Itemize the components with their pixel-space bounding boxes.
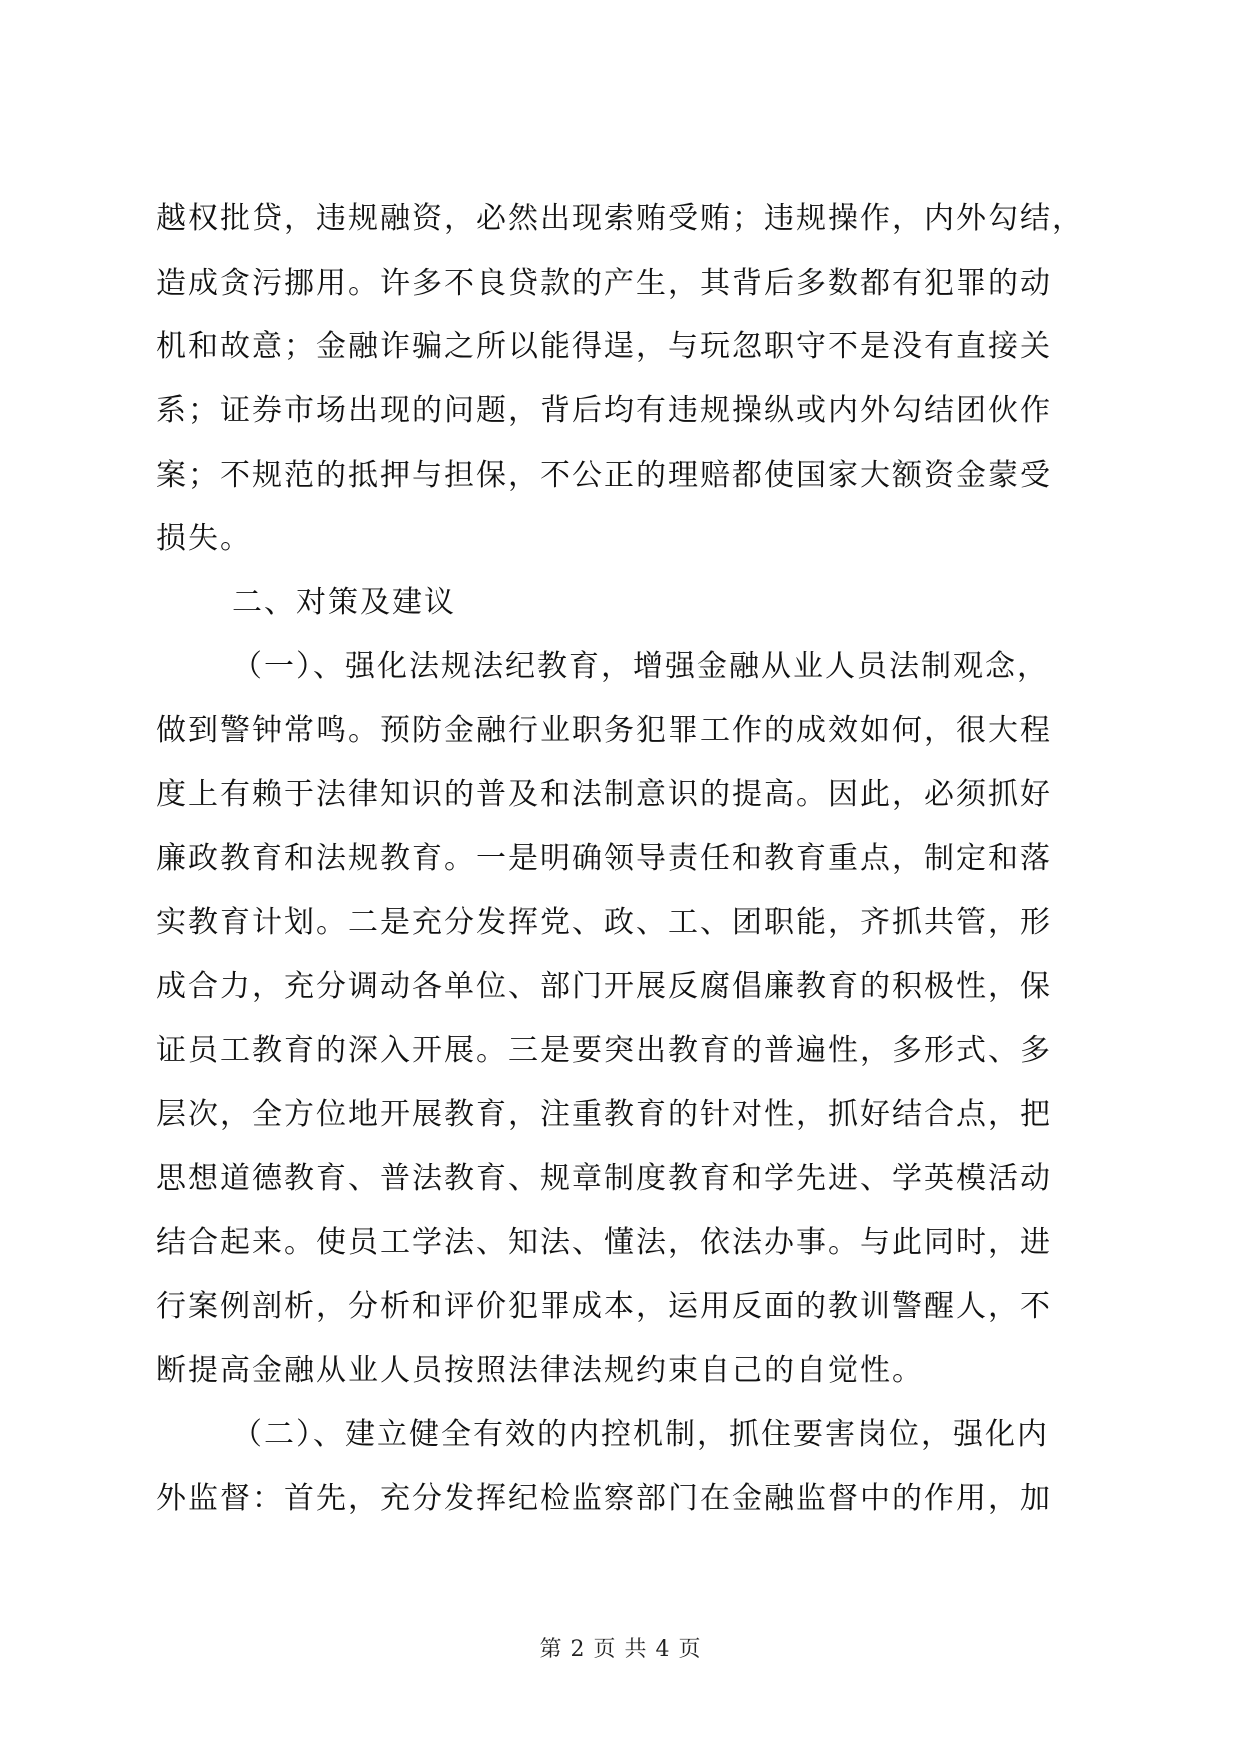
body-text-line: 廉政教育和法规教育。一是明确领导责任和教育重点，制定和落	[156, 841, 1052, 876]
body-text-line: 做到警钟常鸣。预防金融行业职务犯罪工作的成效如何，很大程	[156, 713, 1052, 748]
body-text-line: 系；证券市场出现的问题，背后均有违规操纵或内外勾结团伙作	[156, 393, 1052, 428]
subsection-heading-line: （二）、建立健全有效的内控机制，抓住要害岗位，强化内	[232, 1417, 1049, 1452]
section-heading: 二、对策及建议	[232, 585, 456, 620]
page-number-footer: 第 2 页 共 4 页	[539, 1637, 702, 1662]
subsection-heading-line: （一）、强化法规法纪教育，增强金融从业人员法制观念，	[232, 649, 1049, 684]
body-text-line: 断提高金融从业人员按照法律法规约束自己的自觉性。	[156, 1353, 924, 1388]
body-text-line: 机和故意；金融诈骗之所以能得逞，与玩忽职守不是没有直接关	[156, 329, 1052, 364]
body-text-line: 思想道德教育、普法教育、规章制度教育和学先进、学英模活动	[156, 1161, 1052, 1196]
body-text-line: 案；不规范的抵押与担保，不公正的理赔都使国家大额资金蒙受	[156, 458, 1052, 493]
body-text-line: 行案例剖析，分析和评价犯罪成本，运用反面的教训警醒人，不	[156, 1289, 1052, 1324]
body-text-line: 结合起来。使员工学法、知法、懂法，依法办事。与此同时，进	[156, 1225, 1052, 1260]
body-text-line: 实教育计划。二是充分发挥党、政、工、团职能，齐抓共管，形	[156, 905, 1052, 940]
body-text-line: 成合力，充分调动各单位、部门开展反腐倡廉教育的积极性，保	[156, 969, 1052, 1004]
body-text-line: 层次，全方位地开展教育，注重教育的针对性，抓好结合点，把	[156, 1097, 1052, 1132]
body-text-line: 越权批贷，违规融资，必然出现索贿受贿；违规操作，内外勾结，	[156, 201, 1084, 236]
body-text-line: 损失。	[156, 521, 252, 556]
body-text-line: 造成贪污挪用。许多不良贷款的产生，其背后多数都有犯罪的动	[156, 266, 1052, 301]
body-text-line: 证员工教育的深入开展。三是要突出教育的普遍性，多形式、多	[156, 1033, 1052, 1068]
body-text-line: 外监督：首先，充分发挥纪检监察部门在金融监督中的作用，加	[156, 1481, 1052, 1516]
body-text-line: 度上有赖于法律知识的普及和法制意识的提高。因此，必须抓好	[156, 777, 1052, 812]
